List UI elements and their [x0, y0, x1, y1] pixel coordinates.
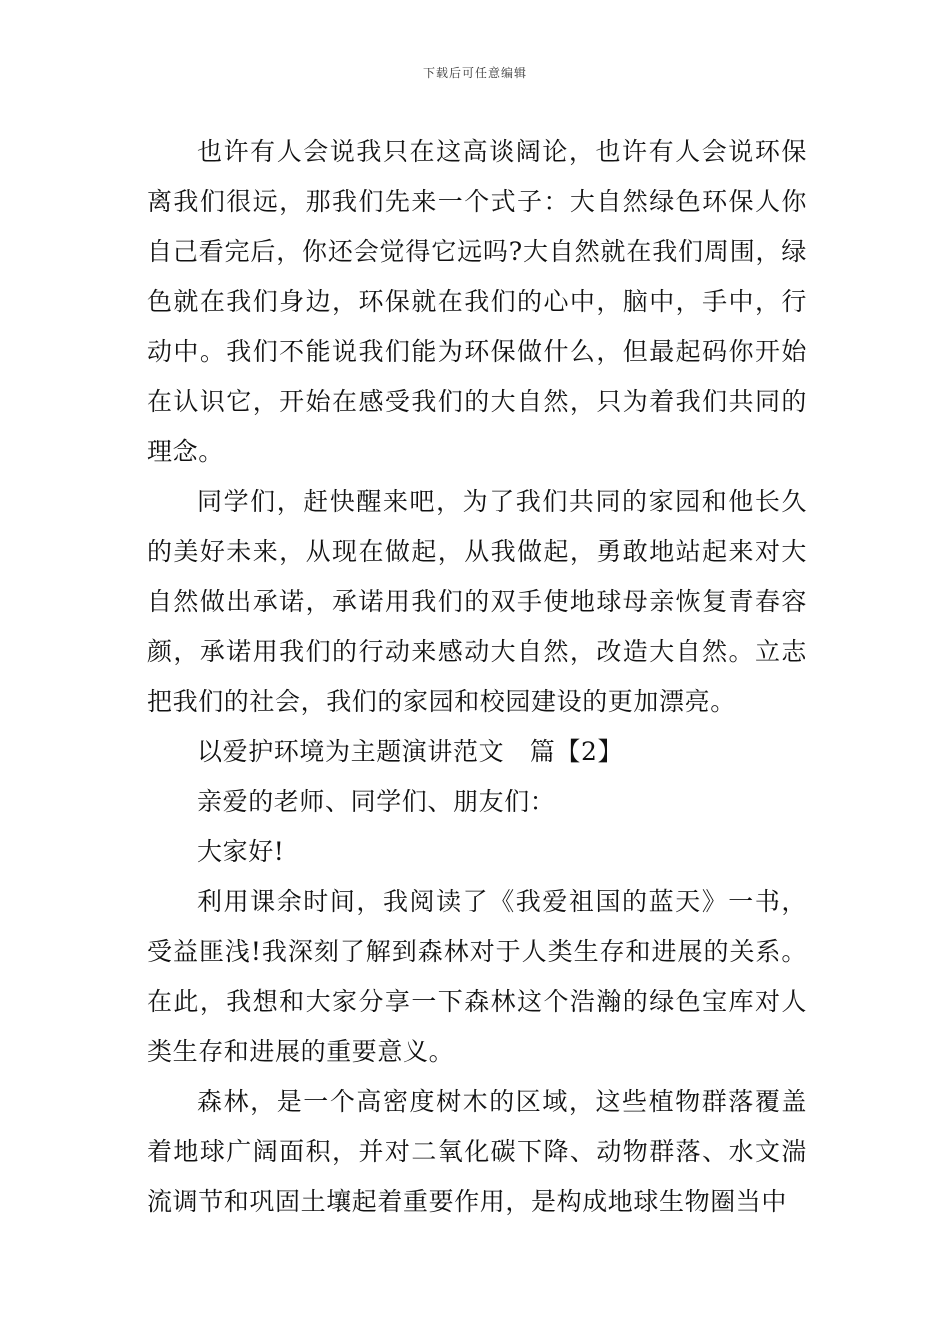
page-header: 下载后可任意编辑	[422, 66, 527, 80]
paragraph-env-protection-nearby: 也许有人会说我只在这高谈阔论，也许有人会说环保离我们很远，那我们先来一个式子：大自然绿色环保人你自己看完后，你还会觉得它远吗?大自然就在我们周围，绿色就在我们身边，环保就在我们的心中，脑中，手中，行动中。我们不能说我们能为环保做什么，但最起码你开始在认识它，开始在感受我们的大自然，只为着我们共同的理念。	[147, 137, 807, 466]
document-body	[147, 127, 807, 1227]
salutation: 亲爱的老师、同学们、朋友们：	[197, 787, 556, 816]
paragraph-forest-definition: 森林，是一个高密度树木的区域，这些植物群落覆盖着地球广阔面积，并对二氧化碳下降、动物群落、水文湍流调节和巩固土壤起着重要作用，是构成地球生物圈当中	[147, 1087, 807, 1216]
paragraph-call-to-action: 同学们，赶快醒来吧，为了我们共同的家园和他长久的美好未来，从现在做起，从我做起，勇敢地站起来对大自然做出承诺，承诺用我们的双手使地球母亲恢复青春容颜，承诺用我们的行动来感动大自然，改造大自然。立志把我们的社会，我们的家园和校园建设的更加漂亮。	[147, 487, 807, 716]
paragraph-book-reading: 利用课余时间，我阅读了《我爱祖国的蓝天》一书，受益匪浅!我深刻了解到森林对于人类生存和进展的关系。在此，我想和大家分享一下森林这个浩瀚的绿色宝库对人类生存和进展的重要意义。	[147, 887, 807, 1066]
section-heading: 以爱护环境为主题演讲范文 篇【2】	[197, 737, 624, 766]
greeting: 大家好!	[197, 837, 285, 866]
